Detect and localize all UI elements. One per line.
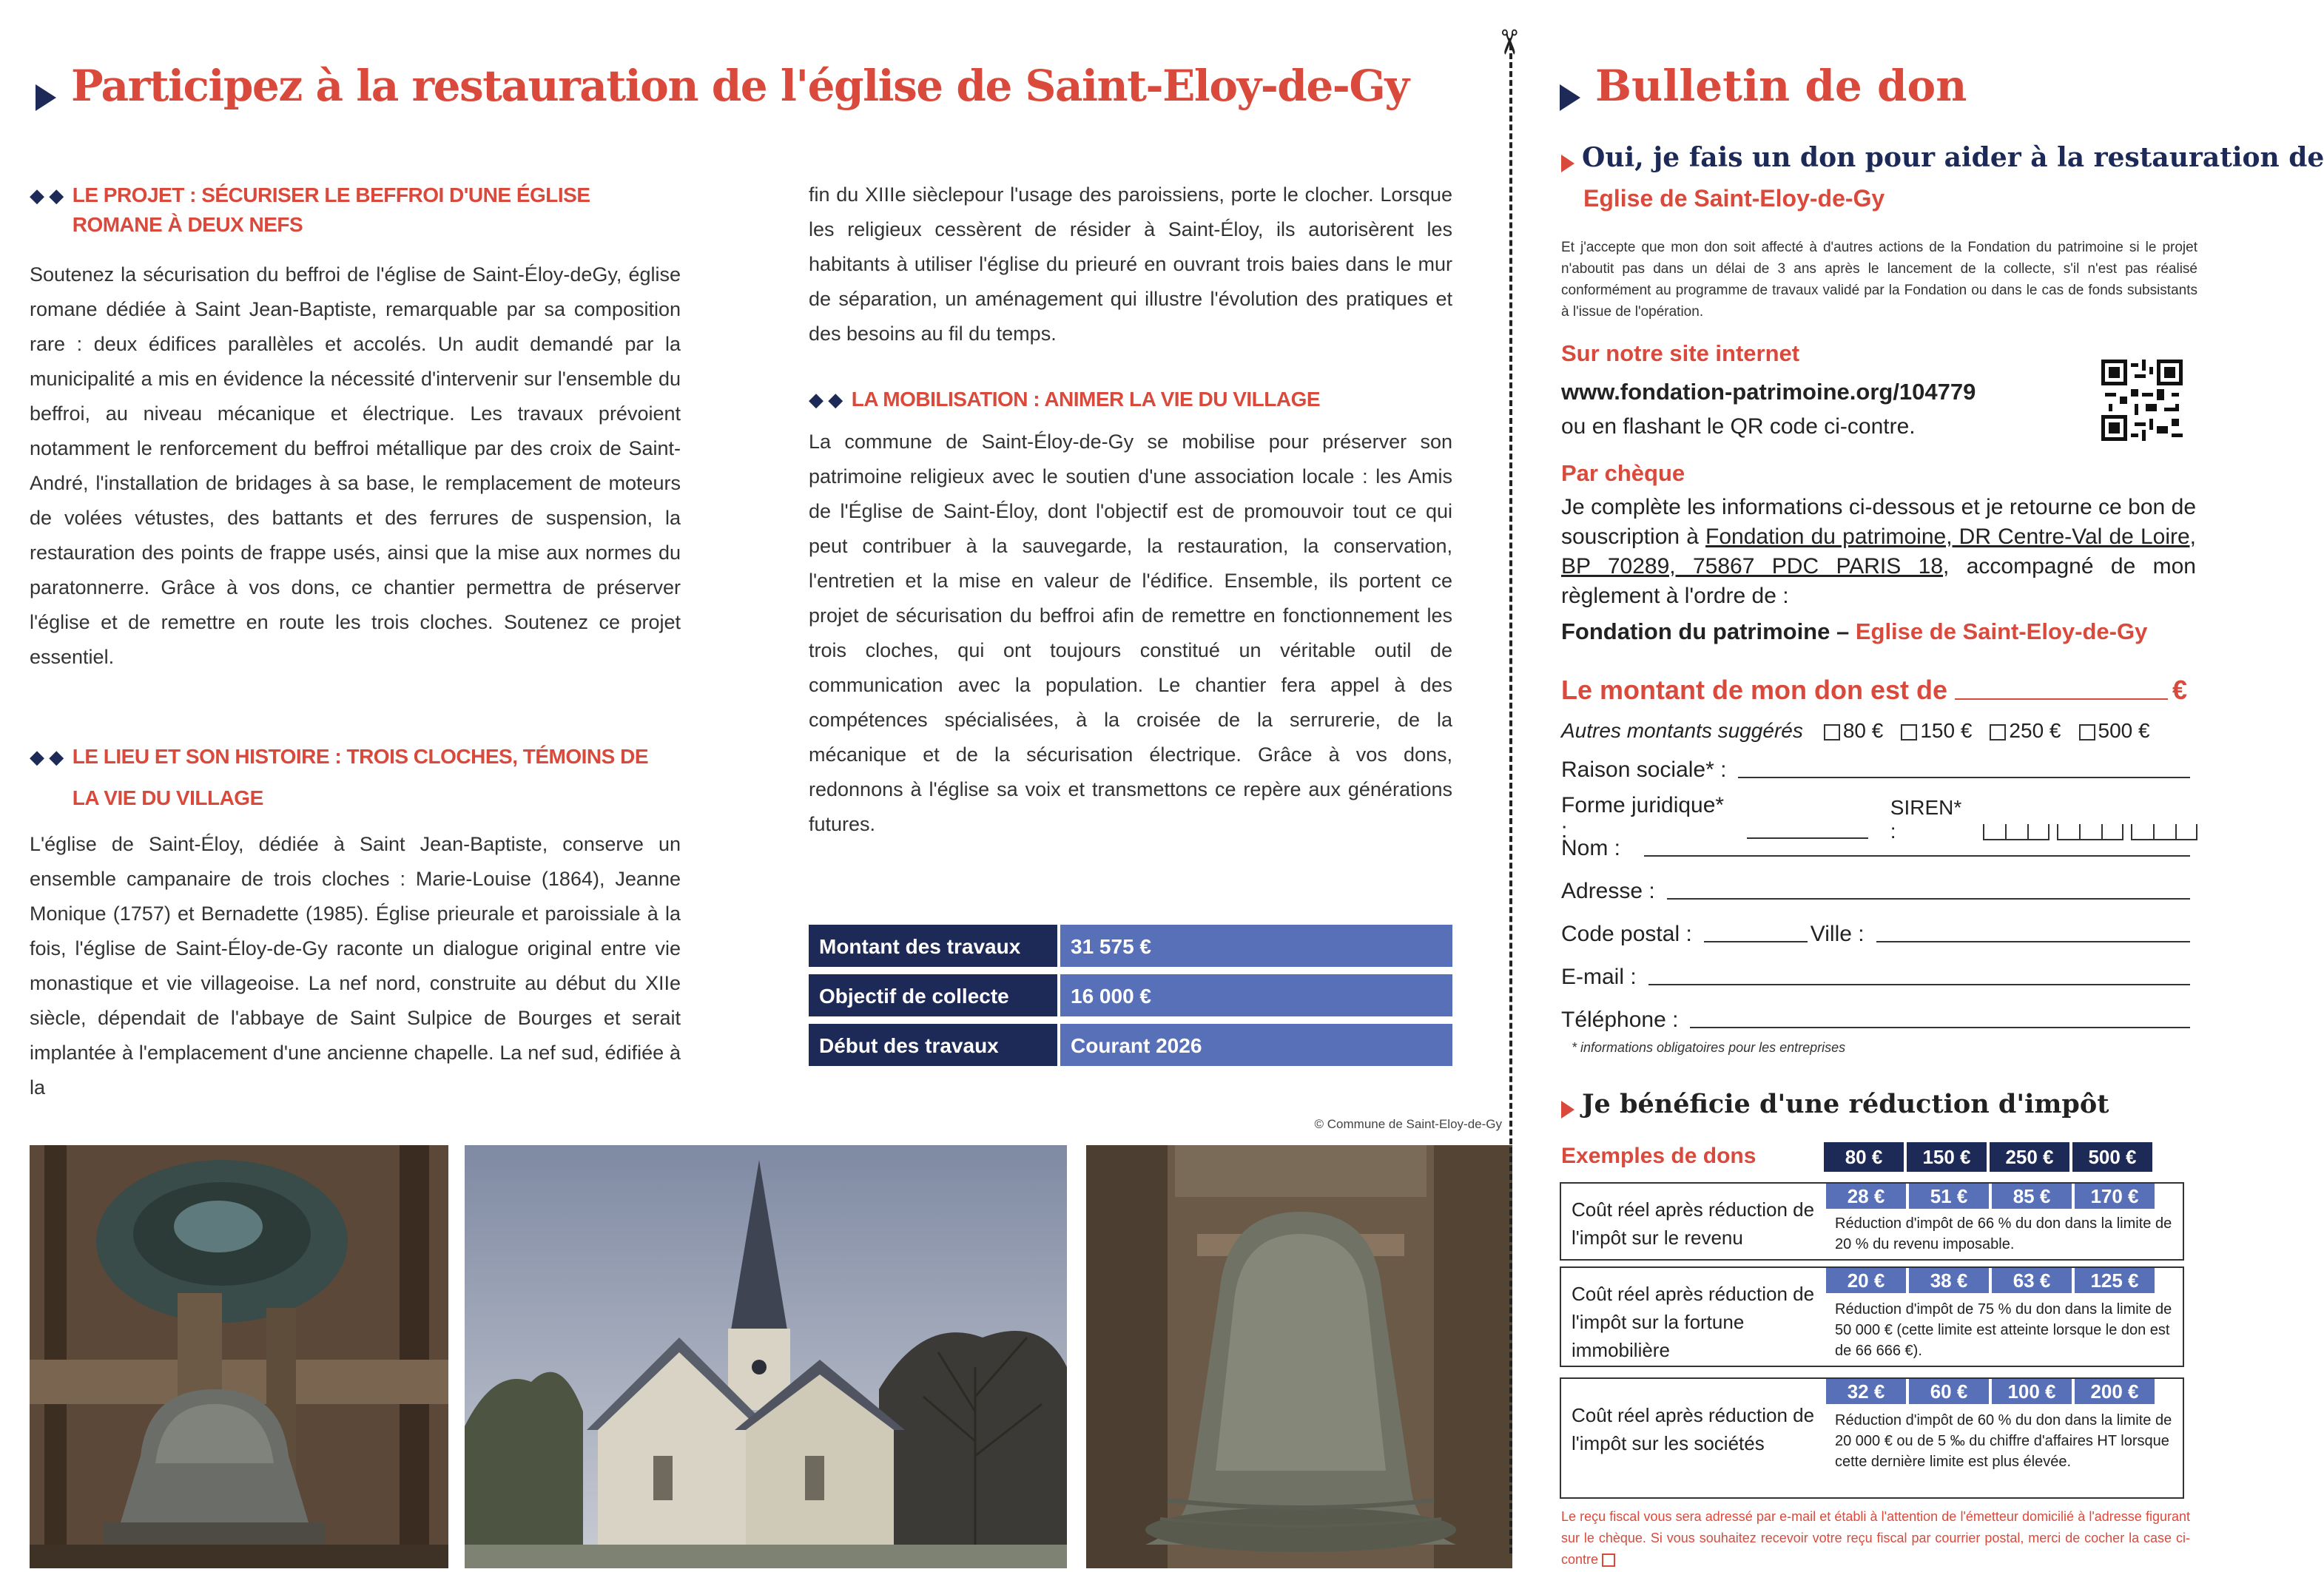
facts-label: Montant des travaux — [809, 925, 1057, 967]
diamond-icon: ◆ ◆ — [30, 184, 64, 206]
bulletin-title-text: Bulletin de don — [1595, 61, 1967, 111]
example-label-text: Coût réel après réduction de l'impôt sur les sociétés — [1572, 1404, 1815, 1454]
facts-table — [809, 925, 1452, 1073]
column2-body: fin du XIIIe sièclepour l'usage des paroissiens, porte le clocher. Lorsque les religieux cessèrent de résider à Saint-Éloy, ils autorisèrent les habitants à utiliser l'église du prieuré en ouvrant trois baies dans le mur de séparation, un aménagement qui illustre l'évolution des pratiques et des besoins au fil du temps. — [809, 183, 1452, 345]
triangle-bullet-icon — [36, 84, 56, 111]
facts-label: Objectif de collecte — [809, 974, 1057, 1016]
accept-text: Et j'accepte que mon don soit affecté à d'autres actions de la Fondation du patrimoine si le projet n'aboutit pas dans un délai de 3 ans après le lancement de la collecte, s'il n'est pas réalisé conformément au programme de travaux validé par la Fondation ou dans le cas de fonds subsistants à l'issue de l'opération. — [1561, 240, 2197, 320]
facts-value: 31 575 € — [1060, 925, 1452, 967]
example-values — [1826, 1184, 2158, 1209]
cp-input[interactable] — [1704, 941, 1808, 942]
example-note: Réduction d'impôt de 60 % du don dans la limite de 20 000 € ou de 5 ‰ du chiffre d'affaires HT lorsque cette dernière limite est plus élevée. — [1835, 1412, 2172, 1470]
label-forme: Forme juridique* : — [1561, 793, 1725, 843]
section-lieu-body: L'église de Saint-Éloy, dédiée à Saint Jean-Baptiste, conserve un ensemble campanaire de trois cloches : Marie-Louise (1864), Jeanne Monique (1757) et Bernadette (1985). Église prieurale et paroissiale à la fois, l'église de Saint-Éloy-de-Gy raconte un dialogue original entre vie monastique et vie villageoise. La nef nord, construite au début du XIIe siècle, dépendait de l'abbaye de Saint Sulpice de Bourges et serait implantée à l'emplacement d'une ancienne chapelle. La nef sud, édifiée à la — [30, 833, 681, 1099]
example-societes — [1560, 1377, 2184, 1499]
tel-input[interactable] — [1690, 1027, 2190, 1028]
cheque-address: Fondation du patrimoine, DR Centre-Val de Loire, BP 70289, 75867 PDC PARIS 18 — [1561, 524, 2196, 578]
examples-amounts — [1824, 1142, 2155, 1172]
main-title — [36, 61, 1409, 111]
montant-label: Le montant de mon don est de — [1561, 675, 1948, 705]
label-nom: Nom : — [1561, 836, 1621, 860]
label-adresse: Adresse : — [1561, 879, 1655, 903]
cheque-text — [1561, 493, 2196, 611]
label-email: E-mail : — [1561, 965, 1637, 989]
facts-row — [809, 1024, 1452, 1066]
site-heading: Sur notre site internet — [1561, 340, 1800, 366]
montant-input[interactable] — [1955, 698, 2168, 700]
ex-val: 200 € — [2075, 1379, 2155, 1404]
scissors-icon: ✂ — [1489, 27, 1529, 57]
ordre-fondation: Fondation du patrimoine – — [1561, 618, 1856, 644]
diamond-icon: ◆ ◆ — [30, 746, 64, 768]
label-tel: Téléphone : — [1561, 1008, 1679, 1032]
section-projet-body: Soutenez la sécurisation du beffroi de l'église de Saint-Éloy-deGy, église romane dédiée à Saint Jean-Baptiste, remarquable par sa composition rare : deux édifices parallèles et accolés. Un audit demandé par la municipalité a mis en évidence la nécessité d'intervenir sur l'ensemble du beffroi, au niveau mécanique et électrique. Les travaux prévoient notamment le renforcement du beffroi métallique par des croix de Saint-André, l'installation de bridages à sa base, le remplacement de moteurs de volées vétustes, des battants et des ferrures de suspension, la restauration des points de frappe usés, ainsi que la mise aux normes du paratonnerre. Grâce à vos dons, ce chantier permettra de préserver l'église et de remettre en route les trois cloches. Soutenez ce projet essentiel. — [30, 263, 681, 668]
suggested-80-label: 80 € — [1842, 719, 1884, 742]
oui-text: Oui, je fais un don pour aider à la restauration de — [1582, 142, 2324, 173]
checkbox-icon[interactable] — [1990, 724, 2006, 741]
ex-val: 51 € — [1909, 1184, 1989, 1209]
suggested-150-label: 150 € — [1920, 719, 1973, 742]
suggested-250-label: 250 € — [2009, 719, 2061, 742]
reduc-title — [1561, 1089, 2109, 1119]
photo-bell-mechanism — [30, 1145, 448, 1568]
row-tel — [1561, 1008, 2190, 1033]
triangle-bullet-icon — [1560, 84, 1580, 111]
section-mobilisation-title — [809, 385, 1452, 414]
checkbox-icon[interactable] — [1824, 724, 1840, 741]
section-mobilisation-title-text: LA MOBILISATION : ANIMER LA VIE DU VILLAGE — [851, 388, 1321, 411]
ex-val: 28 € — [1826, 1184, 1906, 1209]
facts-row — [809, 925, 1452, 967]
example-values — [1826, 1379, 2158, 1404]
checkbox-icon[interactable] — [2079, 724, 2095, 741]
ordre-eglise: Eglise de Saint-Eloy-de-Gy — [1855, 618, 2148, 644]
section-lieu-title-text: LE LIEU ET SON HISTOIRE : TROIS CLOCHES, TÉMOINS DE LA VIE DU VILLAGE — [72, 745, 648, 809]
suggested-500-label: 500 € — [2098, 719, 2150, 742]
ex-val: 20 € — [1826, 1268, 1906, 1293]
oblig-note: * informations obligatoires pour les entreprises — [1572, 1040, 1846, 1055]
cut-line — [1509, 44, 1512, 1554]
label-raison: Raison sociale* : — [1561, 758, 1727, 782]
cheque-text-2: , accompagné de mon règlement à l'ordre de : — [1561, 554, 2196, 608]
facts-value: Courant 2026 — [1060, 1024, 1452, 1066]
row-nom — [1561, 836, 2190, 861]
ex-val: 170 € — [2075, 1184, 2155, 1209]
qr-code-icon[interactable] — [2101, 360, 2183, 441]
ex-val: 60 € — [1909, 1379, 1989, 1404]
example-note: Réduction d'impôt de 66 % du don dans la limite de 20 % du revenu imposable. — [1835, 1215, 2172, 1252]
example-label-text: Coût réel après réduction de l'impôt sur le revenu — [1572, 1198, 1815, 1249]
triangle-bullet-icon — [1561, 1101, 1574, 1119]
triangle-bullet-icon — [1561, 155, 1574, 172]
suggested-150[interactable] — [1901, 719, 1972, 743]
recu-note — [1561, 1506, 2190, 1571]
facts-label: Début des travaux — [809, 1024, 1057, 1066]
main-title-text: Participez à la restauration de l'église de Saint-Eloy-de-Gy — [71, 61, 1409, 111]
section-projet-title-text: LE PROJET : SÉCURISER LE BEFFROI D'UNE ÉGLISE ROMANE À DEUX NEFS — [72, 183, 590, 236]
ex-val: 63 € — [1992, 1268, 2072, 1293]
row-cp — [1561, 922, 2190, 947]
label-siren: SIREN* : — [1890, 796, 1962, 843]
suggested-row — [1561, 719, 2150, 743]
recu-text: Le reçu fiscal vous sera adressé par e-mail et établi à l'attention de l'émetteur domicilié à l'adresse figurant sur le chèque. Si vous souhaitez recevoir votre reçu fiscal par courrier postal, merci de cocher la case ci-contre — [1561, 1509, 2190, 1567]
ex-val: 125 € — [2075, 1268, 2155, 1293]
photo-bell — [1086, 1145, 1512, 1568]
photo-credit: © Commune de Saint-Eloy-de-Gy — [1314, 1117, 1502, 1131]
examples-heading: Exemples de dons — [1561, 1144, 1757, 1168]
nom-input[interactable] — [1644, 855, 2190, 857]
row-email — [1561, 965, 2190, 990]
bulletin-title — [1560, 61, 1967, 111]
example-values — [1826, 1268, 2158, 1293]
label-ville: Ville : — [1810, 922, 1865, 946]
example-label-text: Coût réel après réduction de l'impôt sur la fortune immobilière — [1572, 1283, 1815, 1361]
ex-val: 32 € — [1826, 1379, 1906, 1404]
cheque-heading: Par chèque — [1561, 460, 1685, 486]
site-url: www.fondation-patrimoine.org/104779 — [1561, 379, 1976, 405]
example-label — [1572, 1280, 1823, 1364]
example-ifi — [1560, 1266, 2184, 1367]
ordre-line — [1561, 618, 2147, 645]
photo-church — [465, 1145, 1067, 1568]
checkbox-icon[interactable] — [1602, 1554, 1615, 1567]
diamond-icon: ◆ ◆ — [809, 388, 843, 411]
ex-amount: 250 € — [1990, 1142, 2069, 1172]
example-revenu — [1560, 1182, 2184, 1261]
oui-line — [1561, 142, 2324, 173]
section-projet-title — [30, 181, 681, 240]
row-adresse — [1561, 879, 2190, 904]
suggested-500[interactable] — [2079, 719, 2150, 743]
montant-line — [1561, 675, 2187, 706]
euro-sign: € — [2172, 675, 2187, 705]
raison-input[interactable] — [1738, 777, 2190, 778]
ex-val: 38 € — [1909, 1268, 1989, 1293]
email-input[interactable] — [1648, 984, 2190, 985]
facts-row — [809, 974, 1452, 1016]
site-qr-text: ou en flashant le QR code ci-contre. — [1561, 414, 1916, 439]
ex-amount: 150 € — [1907, 1142, 1987, 1172]
ville-input[interactable] — [1876, 941, 2190, 942]
example-note: Réduction d'impôt de 75 % du don dans la limite de 50 000 € (cette limite est atteinte lorsque le don est de 66 666 €). — [1835, 1301, 2172, 1359]
ex-amount: 80 € — [1824, 1142, 1904, 1172]
suggested-label: Autres montants suggérés — [1561, 719, 1803, 742]
ex-val: 100 € — [1992, 1379, 2072, 1404]
row-raison — [1561, 758, 2190, 783]
reduc-title-text: Je bénéficie d'une réduction d'impôt — [1582, 1089, 2109, 1119]
ex-val: 85 € — [1992, 1184, 2072, 1209]
section-lieu-title — [30, 736, 681, 819]
label-cp: Code postal : — [1561, 922, 1692, 946]
adresse-input[interactable] — [1667, 898, 2190, 900]
eglise-name: Eglise de Saint-Eloy-de-Gy — [1583, 185, 1885, 212]
ex-amount: 500 € — [2072, 1142, 2152, 1172]
suggested-80[interactable] — [1824, 719, 1884, 743]
section-mobilisation-body: La commune de Saint-Éloy-de-Gy se mobilise pour préserver son patrimoine religieux avec le soutien d'une association locale : les Amis de l'Église de Saint-Éloy, dont l'objectif est de promouvoir tout ce qui peut contribuer à la sauvegarde, la restauration, la conservation, l'entretien et la mise en valeur de l'édifice. Ensemble, ils portent ce projet de sécurisation du beffroi afin de remettre en fonctionnement les trois cloches, qui ont toujours constitué un véritable outil de communication avec la population. Le chantier fera appel à des compétences spécialisées, à la croisée de la serrurerie, de la mécanique et de la sécurisation électrique. Grâce à vos dons, redonnons à l'église sa voix et transmettons ce repère aux générations futures. — [809, 431, 1452, 835]
facts-value: 16 000 € — [1060, 974, 1452, 1016]
suggested-250[interactable] — [1990, 719, 2061, 743]
example-label — [1572, 1401, 1823, 1457]
checkbox-icon[interactable] — [1901, 724, 1917, 741]
cheque-text-1: Je complète les informations ci-dessous et je retourne ce bon de souscription à — [1561, 495, 2196, 549]
example-label — [1572, 1195, 1823, 1252]
